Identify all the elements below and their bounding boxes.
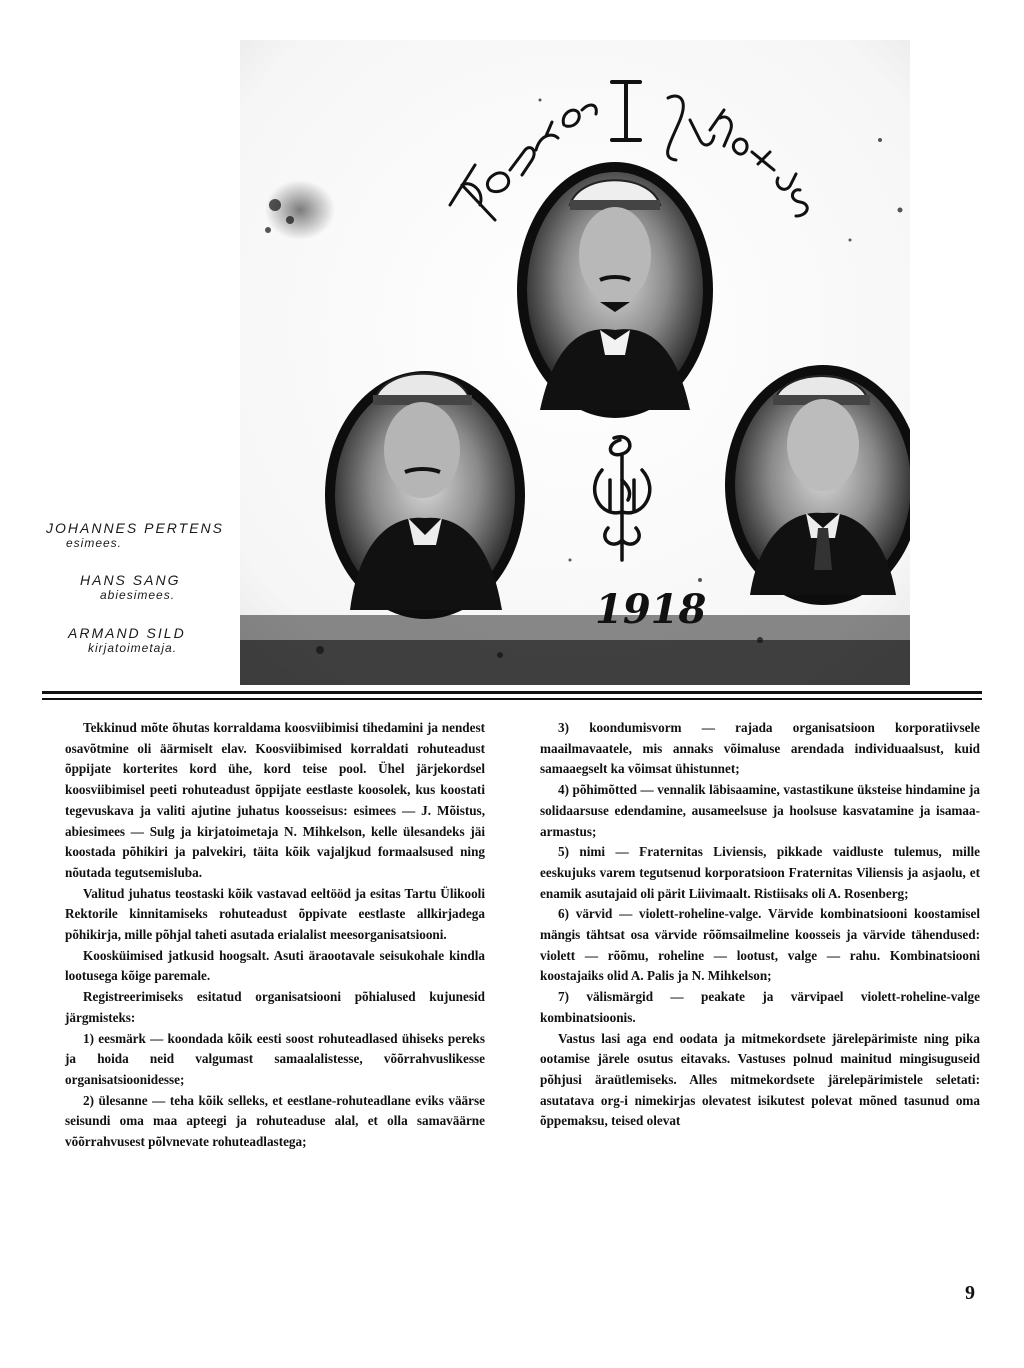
page-number: 9 xyxy=(965,1282,975,1304)
caption-role: esimees. xyxy=(66,536,123,550)
paragraph: Vastus lasi aga end oodata ja mitmekordsete järelepärimiste ning pika ootamise järele osutus eitavaks. Vastuses polnud mainitud mingisuguseid põhjusi äraütlemiseks. Alles mitmekordsete järelepärimistele seletati: asutatava org-i nimekirjas olevatest isikutest polevat mõned tasunud oma õppemaksu, teised olevat xyxy=(540,1030,980,1129)
divider-rule xyxy=(42,698,982,700)
text-column-right xyxy=(540,718,980,1132)
caption-secretary xyxy=(68,625,186,655)
caption-role: kirjatoimetaja. xyxy=(88,641,178,655)
list-item: 4) põhimõtted — vennalik läbisaamine, vastastikune üksteise hindamine ja solidaarsuse edendamine, ausameelsuse ja hoolsuse kasvatamine ja isamaa-armastus; xyxy=(540,782,980,839)
paragraph: Valitud juhatus teostaski kõik vastavad eeltööd ja esitas Tartu Ülikooli Rektorile kinnitamiseks rohuteadust õppivate eestlaste allkirjadega põhikirja, mille põhjal taheti asutada erialalist meesorganisatsiooni. xyxy=(65,885,485,943)
list-item: 2) ülesanne — teha kõik selleks, et eestlane-rohuteadlane eviks väärse seisundi oma maa apteegi ja rohuteaduse alal, et olla samaväärne võõrrahvusest põlvnevate rohuteadlastega; xyxy=(65,1092,485,1150)
paragraph: Tekkinud mõte õhutas korraldama koosviibimisi tihedamini ja nendest osavõtmine oli äärmiselt elav. Koosviibimised korraldati rohuteadust õppijate korterites kord ühe, kord teise pool. Ühel järjekordsel koosviibimisel peeti rohuteadust õppijate eestlaste koosolek, kus koostati tegevuskava ja valiti ajutine juhatus koosseisus: esimees — J. Mõistus, abiesimees — Sulg ja kirjatoimetaja N. Mihkelson, kelle ülesandeks jäi koostada põhikiri ja palvekiri, täita kõik vajaljkud formaalsused ning nõutada tegutsemisluba. xyxy=(65,720,485,880)
caption-name: ARMAND SILD xyxy=(68,625,186,641)
caption-name: JOHANNES PERTENS xyxy=(46,520,224,536)
caption-vice-president xyxy=(80,572,180,602)
list-item: 7) välismärgid — peakate ja värvipael violett-roheline-valge kombinatsioonis. xyxy=(540,989,980,1025)
caption-president xyxy=(46,520,224,550)
caption-role: abiesimees. xyxy=(100,588,176,602)
list-item: 6) värvid — violett-roheline-valge. Värvide kombinatsiooni koostamisel mängis tähtsat osa värvide rõõmsailmeline koosseis ja värvide tähendused: violett — rõõmu, roheline — lootust, valge — rahu. Kombinatsiooni koostajaiks olid A. Palis ja N. Mihkelson; xyxy=(540,906,980,984)
list-item: 3) koondumisvorm — rajada organisatsioon korporatiivsele maailmavaatele, mis annaks võimaluse arendada individuaalsust, kuid samaaegselt ka võimsat ühistunnet; xyxy=(540,720,980,777)
paragraph: Registreerimiseks esitatud organisatsiooni põhialused kujunesid järgmisteks: xyxy=(65,989,485,1025)
list-item: 5) nimi — Fraternitas Liviensis, pikkade vaidluste tulemus, mille eeskujuks varem tegutsenud korporatsioon Fraternitas Viliensis ja asjaolu, et enamik asutajaid oli pärit Liivimaalt. Ristiisaks oli A. Rosenberg; xyxy=(540,844,980,901)
text-column-left xyxy=(65,718,485,1153)
photo-plate xyxy=(240,40,910,685)
portrait-top xyxy=(517,162,713,418)
divider-rule xyxy=(42,691,982,694)
photo-year: 1918 xyxy=(595,586,707,633)
list-item: 1) eesmärk — koondada kõik eesti soost rohuteadlased ühiseks pereks ja hoida neid valgumast samaalalistesse, võõrrahvuslikesse organisatsioonidesse; xyxy=(65,1030,485,1087)
portrait-left xyxy=(325,371,525,619)
paragraph: Koosküimised jatkusid hoogsalt. Asuti äraootavale seisukohale kindla lootusega kõige paremale. xyxy=(65,947,485,984)
caption-name: HANS SANG xyxy=(80,572,181,588)
